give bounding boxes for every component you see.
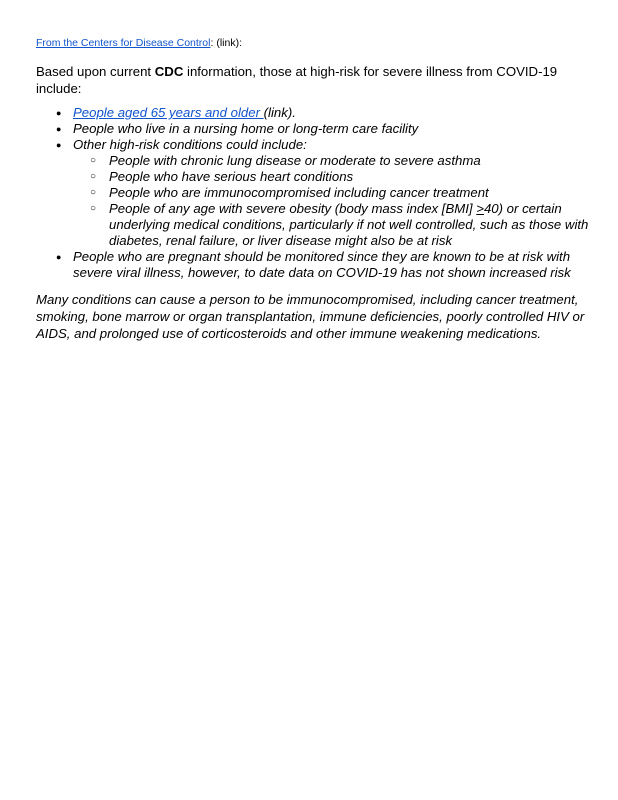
conditions-heading: Other high-risk conditions could include:	[73, 137, 307, 152]
list-item-age	[36, 105, 596, 121]
cdc-source-link[interactable]: From the Centers for Disease Control	[36, 37, 211, 49]
list-item-pregnant: ● People who are pregnant should be monitored since they are known to be at risk with severe viral illness, however, to date data on COVID-19 has not shown increased risk	[36, 249, 596, 281]
intro-text-after: information, those at high-risk for severe illness from COVID-19 include:	[36, 64, 558, 96]
obesity-text-before: People of any age with severe obesity (body mass index [BMI]	[109, 201, 477, 216]
sub-item-immuno: ○ People who are immunocompromised including cancer treatment	[73, 185, 596, 201]
sub-item-heart: ○ People who have serious heart conditions	[73, 169, 596, 185]
document-page	[36, 36, 596, 342]
age-65-link[interactable]: People aged 65 years and older	[73, 105, 264, 120]
list-item-nursing-home: ● People who live in a nursing home or long-term care facility	[36, 121, 596, 137]
obesity-text-after: 40) or certain underlying medical conditions, particularly if not well controlled, such as those with diabetes, renal failure, or liver disease might also be at risk	[109, 201, 589, 248]
conditions-sublist	[73, 153, 596, 249]
sub-item-lung: ○ People with chronic lung disease or moderate to severe asthma	[73, 153, 596, 169]
source-suffix: : (link):	[210, 37, 242, 49]
source-line	[36, 36, 596, 50]
intro-paragraph	[36, 64, 596, 97]
age-link-suffix: (link).	[263, 105, 296, 120]
intro-cdc-bold: CDC	[154, 64, 184, 79]
intro-text-before: Based upon current	[36, 64, 155, 79]
list-item-conditions	[36, 137, 596, 249]
closing-paragraph: Many conditions can cause a person to be immunocompromised, including cancer treatment, smoking, bone marrow or organ transplantation, immune deficiencies, poorly controlled HIV or AIDS, and prolonged use of corticosteroids and other immune weakening medications.	[36, 292, 585, 341]
high-risk-list	[36, 105, 596, 281]
obesity-symbol: >	[476, 201, 484, 216]
sub-item-obesity	[73, 201, 596, 249]
